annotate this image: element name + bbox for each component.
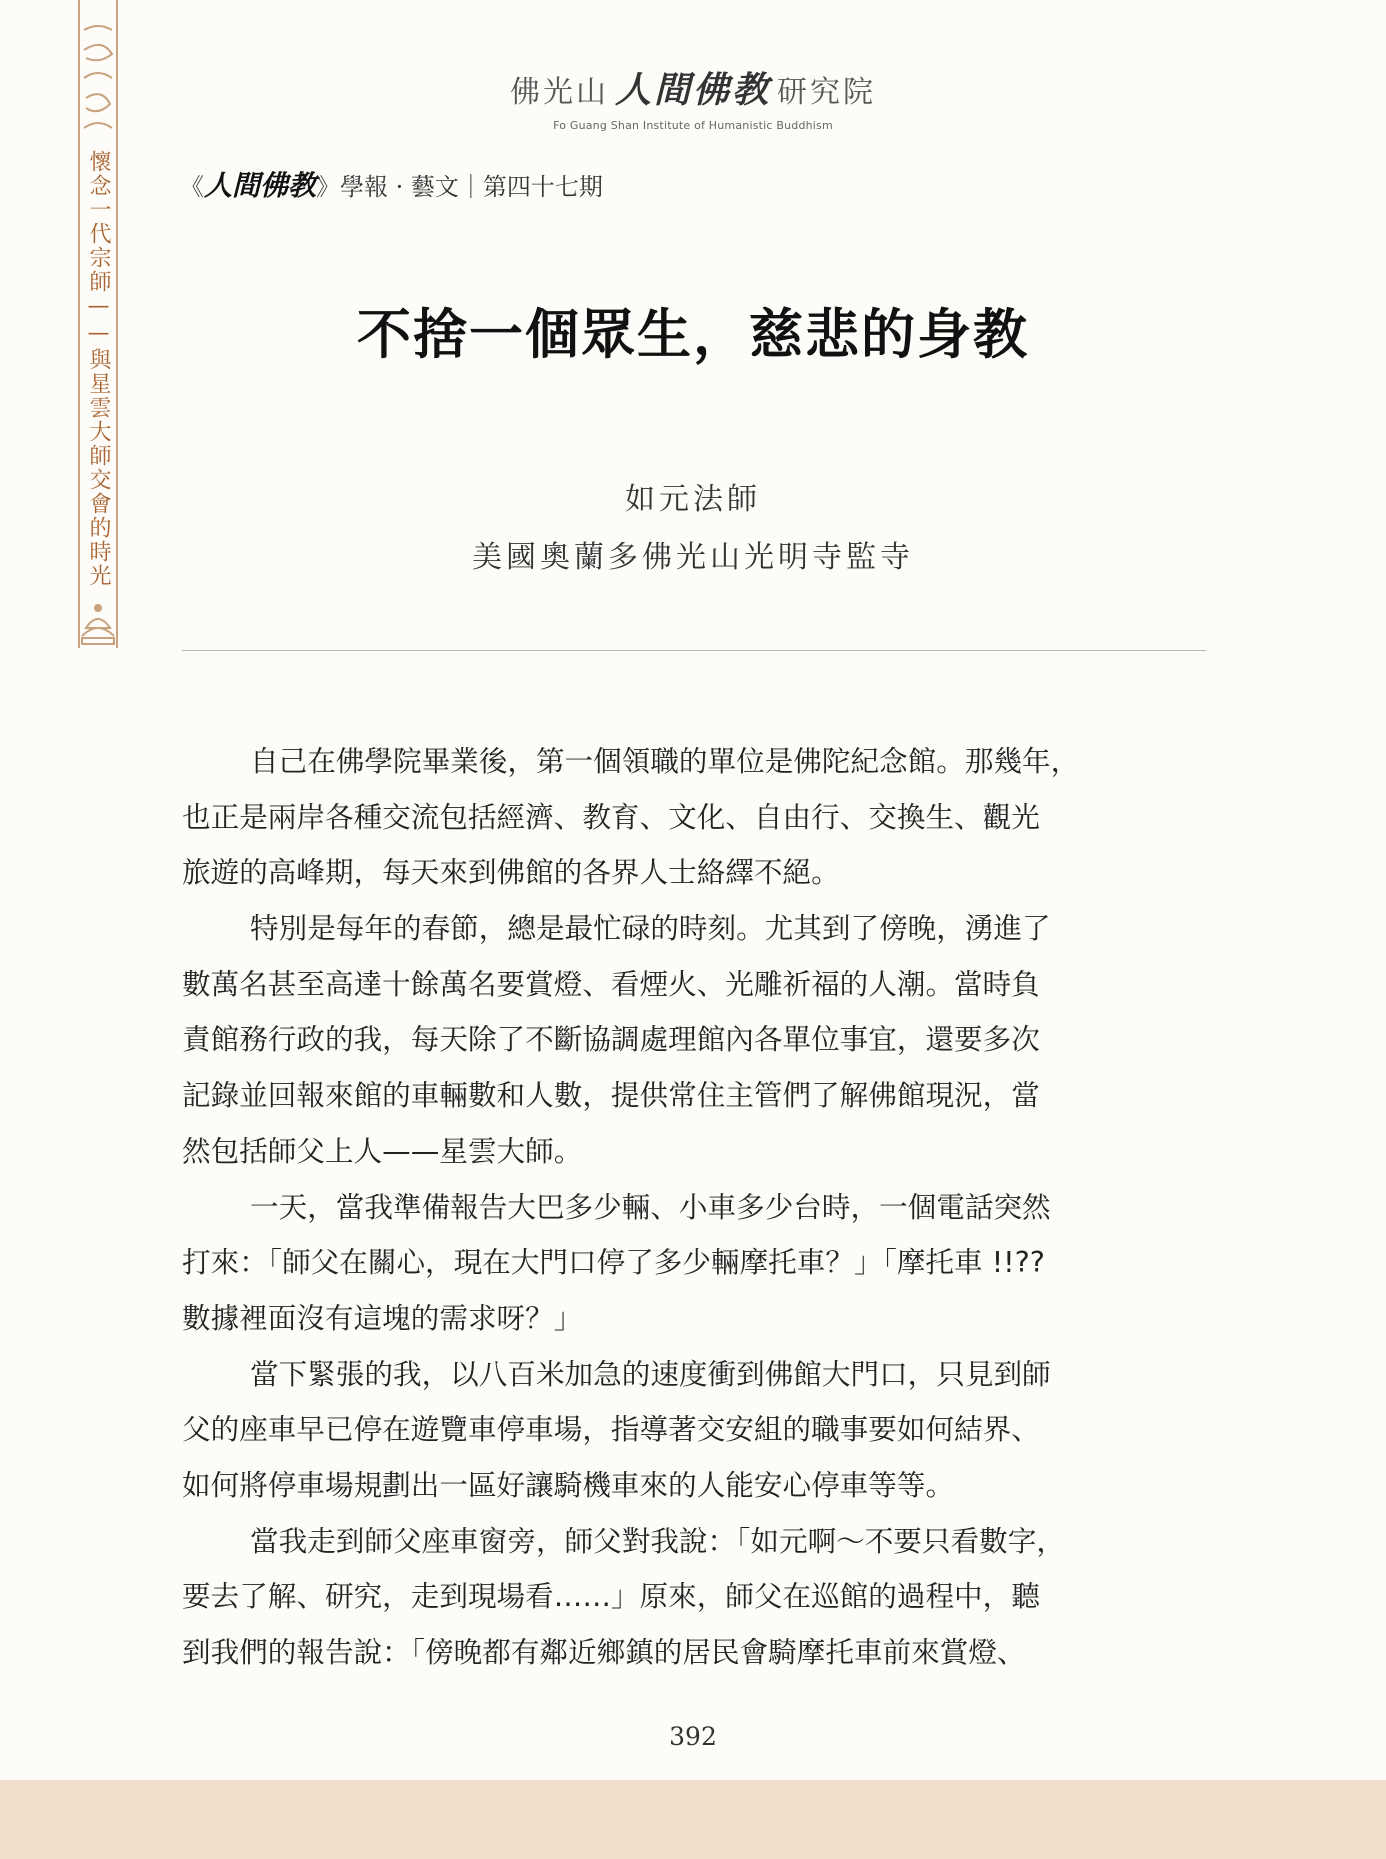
paragraph xyxy=(182,1514,1206,1681)
journal-open-bracket: 《 xyxy=(180,173,204,201)
text-line: 然包括師父上人——星雲大師。 xyxy=(182,1133,583,1168)
footer-band xyxy=(0,1780,1386,1859)
header-divider xyxy=(182,650,1206,651)
text-line: 特別是每年的春節，總是最忙碌的時刻。尤其到了傍晚，湧進了 xyxy=(250,911,1051,946)
text-line: 到我們的報告說：「傍晚都有鄰近鄉鎮的居民會騎摩托車前來賞燈、 xyxy=(182,1635,1026,1669)
journal-issue: 學報 · 藝文｜第四十七期 xyxy=(340,173,603,201)
paragraph xyxy=(182,734,1206,901)
institute-english-name: Fo Guang Shan Institute of Humanistic Buddhism xyxy=(553,119,833,132)
institute-suffix: 研究院 xyxy=(777,75,876,110)
running-section-title: 懷念一代宗師——與星雲大師交會的時光 xyxy=(86,150,111,588)
institute-header xyxy=(0,62,1386,132)
text-line: 當下緊張的我，以八百米加急的速度衝到佛館大門口，只見到師 xyxy=(250,1356,1051,1391)
text-line: 數據裡面沒有這塊的需求呀？」 xyxy=(182,1300,583,1335)
text-line: 也正是兩岸各種交流包括經濟、教育、文化、自由行、交換生、觀光 xyxy=(182,799,1040,834)
journal-brand: 人間佛教 xyxy=(204,169,317,202)
text-line: 要去了解、研究，走到現場看……」原來，師父在巡館的過程中，聽 xyxy=(182,1579,1040,1614)
paragraph xyxy=(182,1347,1206,1514)
article-body xyxy=(182,734,1206,1681)
institute-prefix: 佛光山 xyxy=(509,75,609,110)
text-line: 旅遊的高峰期，每天來到佛館的各界人士絡繹不絕。 xyxy=(182,855,840,890)
page-number: 392 xyxy=(669,1722,717,1751)
text-line: 責館務行政的我，每天除了不斷協調處理館內各單位事宜，還要多次 xyxy=(182,1022,1040,1057)
paragraph xyxy=(182,1180,1206,1347)
text-line: 數萬名甚至高達十餘萬名要賞燈、看煙火、光雕祈福的人潮。當時負 xyxy=(182,966,1040,1001)
author-affiliation: 美國奧蘭多佛光山光明寺監寺 xyxy=(472,540,914,575)
journal-line xyxy=(180,164,603,204)
text-line: 記錄並回報來館的車輛數和人數，提供常住主管們了解佛館現況，當 xyxy=(182,1078,1040,1113)
article-author: 如元法師 xyxy=(625,482,761,517)
text-line: 一天，當我準備報告大巴多少輛、小車多少台時，一個電話突然 xyxy=(250,1189,1051,1224)
lotus-ornament-icon xyxy=(80,600,116,646)
journal-close-bracket: 》 xyxy=(316,173,341,201)
text-line: 當我走到師父座車窗旁，師父對我說：「如元啊～不要只看數字， xyxy=(250,1523,1065,1558)
institute-brand: 人間佛教 xyxy=(614,69,771,111)
text-line: 如何將停車場規劃出一區好讓騎機車來的人能安心停車等等。 xyxy=(182,1467,955,1502)
text-line: 父的座車早已停在遊覽車停車場，指導著交安組的職事要如何結界、 xyxy=(182,1412,1040,1447)
institute-logo xyxy=(0,62,1386,113)
article-title: 不捨一個眾生，慈悲的身教 xyxy=(357,302,1029,366)
text-line: 自己在佛學院畢業後，第一個領職的單位是佛陀紀念館。那幾年， xyxy=(250,744,1080,778)
text-line: 打來：「師父在關心，現在大門口停了多少輛摩托車？」「摩托車 !!?? xyxy=(182,1245,1045,1280)
paragraph xyxy=(182,901,1206,1179)
